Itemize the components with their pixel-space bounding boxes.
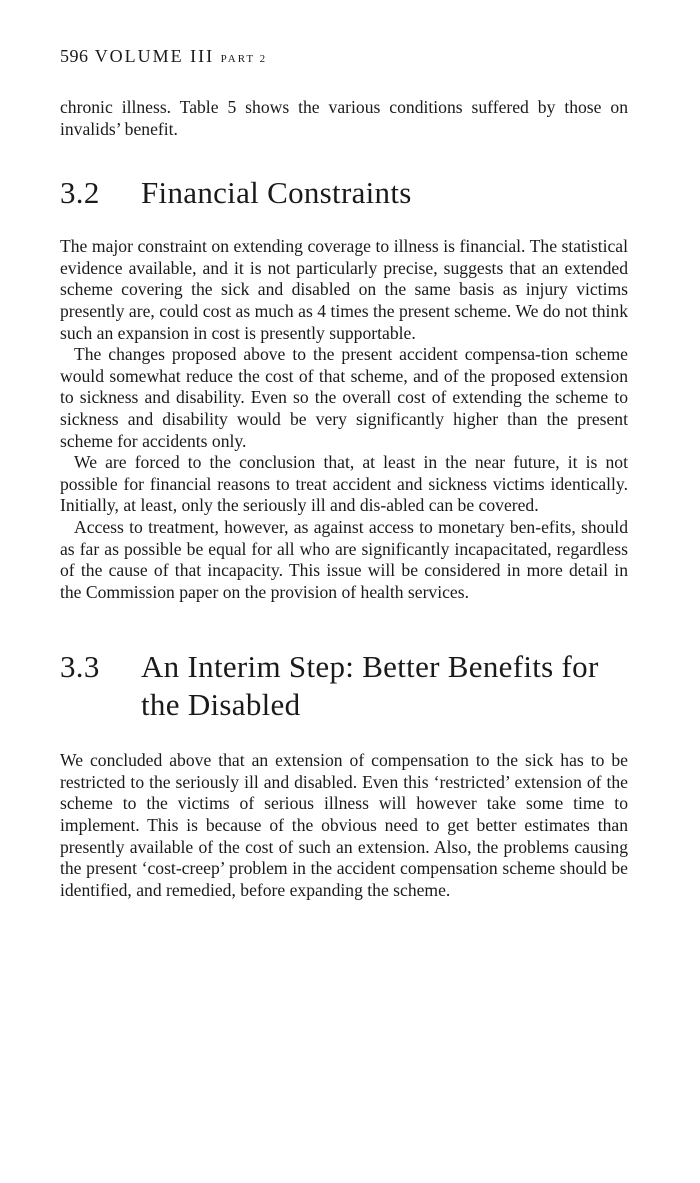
volume-label: VOLUME III [94, 46, 215, 66]
body-paragraph: The changes proposed above to the present accident compensa-tion scheme would somewhat reduce the cost of that scheme, and of the proposed extension to sickness and disability. Even so the overall cost of extending the scheme to sickness and disability would be very significantly higher than the present scheme for accidents only. [60, 344, 628, 451]
section-title: Financial Constraints [141, 175, 412, 211]
part-label: PART 2 [220, 53, 268, 65]
section-heading-3-2 [60, 174, 628, 212]
page-number: 596 [60, 46, 89, 66]
running-header [60, 44, 628, 71]
body-paragraph: The major constraint on extending coverage to illness is financial. The statistical evidence available, and it is not particularly precise, suggests that an extended scheme covering the sick and disabled on the same basis as injury victims presently are, could cost as much as 4 times the present scheme. We do not think such an expansion in cost is presently supportable. [60, 236, 628, 343]
section-title: An Interim Step: Better Benefits for the Disabled [141, 649, 599, 723]
intro-paragraph: chronic illness. Table 5 shows the various conditions suffered by those on invalids’ benefit. [60, 97, 628, 139]
body-paragraph: Access to treatment, however, as against access to monetary ben-efits, should as far as possible be equal for all who are significantly incapacitated, regardless of the cause of that incapacity. This issue will be considered in more detail in the Commission paper on the provision of health services. [60, 516, 628, 602]
section-heading-3-3 [60, 648, 628, 724]
body-paragraph: We concluded above that an extension of compensation to the sick has to be restricted to the seriously ill and disabled. Even this ‘restricted’ extension of the scheme to the victims of serious illness will however take some time to implement. This is because of the obvious need to get better estimates than presently available of the cost of such an extension. Also, the problems causing the present ‘cost-creep’ problem in the accident compensation scheme should be identified, and remedied, before expanding the scheme. [60, 750, 628, 900]
section-number: 3.3 [60, 649, 100, 685]
section-number: 3.2 [60, 175, 100, 211]
document-page [60, 44, 628, 901]
body-paragraph: We are forced to the conclusion that, at least in the near future, it is not possible for financial reasons to treat accident and sickness victims identically. Initially, at least, only the seriously ill and dis-abled can be covered. [60, 452, 628, 516]
